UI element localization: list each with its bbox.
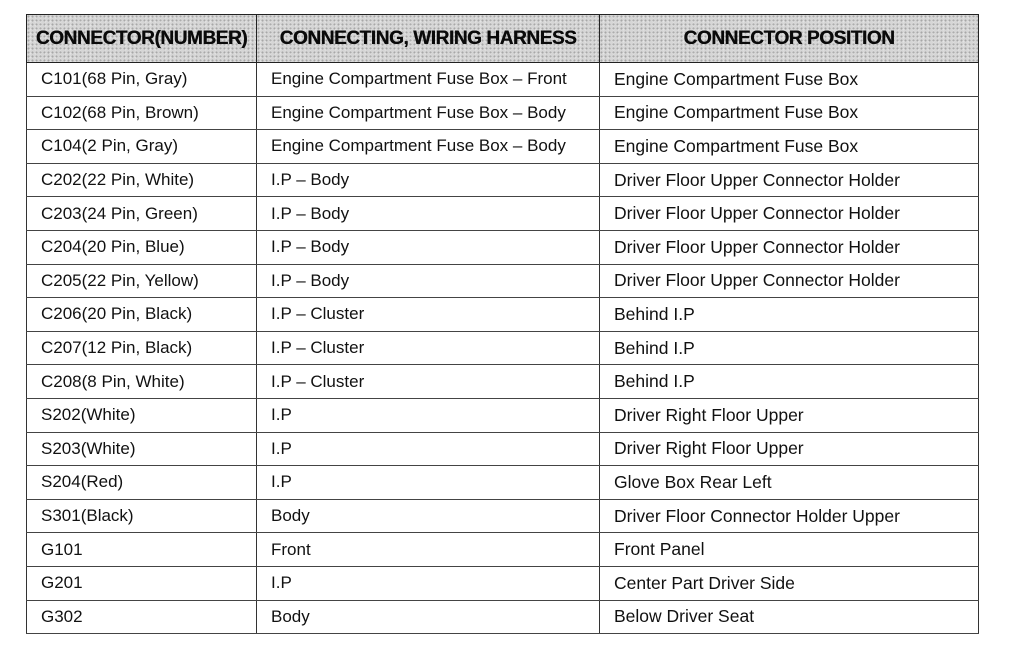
table-row — [27, 96, 979, 130]
wiring-harness-cell: I.P – Body — [257, 230, 600, 264]
wiring-harness-cell: Body — [257, 600, 600, 634]
table-header-row — [27, 15, 979, 63]
table-row — [27, 163, 979, 197]
table-row — [27, 130, 979, 164]
table-row — [27, 365, 979, 399]
table-row — [27, 63, 979, 97]
connector-number-cell: S301(Black) — [27, 499, 257, 533]
connector-number-cell: C205(22 Pin, Yellow) — [27, 264, 257, 298]
connector-number-cell: C208(8 Pin, White) — [27, 365, 257, 399]
connector-number-cell: C202(22 Pin, White) — [27, 163, 257, 197]
connector-number-cell: C204(20 Pin, Blue) — [27, 230, 257, 264]
table-row — [27, 230, 979, 264]
connector-position-cell: Engine Compartment Fuse Box — [600, 130, 979, 164]
table-row — [27, 566, 979, 600]
connector-number-cell: S202(White) — [27, 398, 257, 432]
wiring-harness-cell: I.P — [257, 566, 600, 600]
connector-number-cell: C207(12 Pin, Black) — [27, 331, 257, 365]
connector-number-cell: C206(20 Pin, Black) — [27, 298, 257, 332]
connector-position-cell: Driver Floor Upper Connector Holder — [600, 264, 979, 298]
connector-position-cell: Center Part Driver Side — [600, 566, 979, 600]
wiring-harness-cell: I.P — [257, 466, 600, 500]
connector-position-cell: Below Driver Seat — [600, 600, 979, 634]
table-row — [27, 398, 979, 432]
header-connector-number: CONNECTOR(NUMBER) — [27, 15, 257, 63]
wiring-harness-cell: Engine Compartment Fuse Box – Body — [257, 130, 600, 164]
wiring-harness-cell: I.P – Body — [257, 197, 600, 231]
connector-position-cell: Driver Floor Connector Holder Upper — [600, 499, 979, 533]
connector-position-cell: Driver Right Floor Upper — [600, 398, 979, 432]
wiring-harness-cell: I.P — [257, 398, 600, 432]
wiring-harness-cell: Engine Compartment Fuse Box – Front — [257, 63, 600, 97]
connector-number-cell: G302 — [27, 600, 257, 634]
connector-position-cell: Glove Box Rear Left — [600, 466, 979, 500]
wiring-harness-cell: Engine Compartment Fuse Box – Body — [257, 96, 600, 130]
table-row — [27, 600, 979, 634]
connector-position-cell: Driver Floor Upper Connector Holder — [600, 230, 979, 264]
table-row — [27, 298, 979, 332]
wiring-harness-cell: Front — [257, 533, 600, 567]
wiring-harness-cell: I.P – Cluster — [257, 298, 600, 332]
connector-position-cell: Behind I.P — [600, 365, 979, 399]
wiring-harness-cell: Body — [257, 499, 600, 533]
connector-position-cell: Driver Floor Upper Connector Holder — [600, 163, 979, 197]
connector-number-cell: C104(2 Pin, Gray) — [27, 130, 257, 164]
table-row — [27, 466, 979, 500]
connector-number-cell: C102(68 Pin, Brown) — [27, 96, 257, 130]
connector-number-cell: C203(24 Pin, Green) — [27, 197, 257, 231]
connector-position-cell: Engine Compartment Fuse Box — [600, 63, 979, 97]
connector-number-cell: S203(White) — [27, 432, 257, 466]
connector-position-cell: Behind I.P — [600, 298, 979, 332]
connector-table — [26, 14, 979, 634]
connector-position-cell: Driver Right Floor Upper — [600, 432, 979, 466]
connector-table-sheet — [26, 14, 978, 627]
table-row — [27, 499, 979, 533]
table-row — [27, 432, 979, 466]
connector-position-cell: Driver Floor Upper Connector Holder — [600, 197, 979, 231]
wiring-harness-cell: I.P – Body — [257, 264, 600, 298]
connector-number-cell: G201 — [27, 566, 257, 600]
connector-position-cell: Behind I.P — [600, 331, 979, 365]
connector-number-cell: S204(Red) — [27, 466, 257, 500]
table-row — [27, 331, 979, 365]
header-connector-position: CONNECTOR POSITION — [600, 15, 979, 63]
connector-position-cell: Engine Compartment Fuse Box — [600, 96, 979, 130]
connector-position-cell: Front Panel — [600, 533, 979, 567]
connector-number-cell: G101 — [27, 533, 257, 567]
wiring-harness-cell: I.P — [257, 432, 600, 466]
connector-number-cell: C101(68 Pin, Gray) — [27, 63, 257, 97]
wiring-harness-cell: I.P – Cluster — [257, 331, 600, 365]
wiring-harness-cell: I.P – Body — [257, 163, 600, 197]
table-row — [27, 533, 979, 567]
wiring-harness-cell: I.P – Cluster — [257, 365, 600, 399]
table-row — [27, 264, 979, 298]
table-row — [27, 197, 979, 231]
header-connecting-wiring-harness: CONNECTING, WIRING HARNESS — [257, 15, 600, 63]
